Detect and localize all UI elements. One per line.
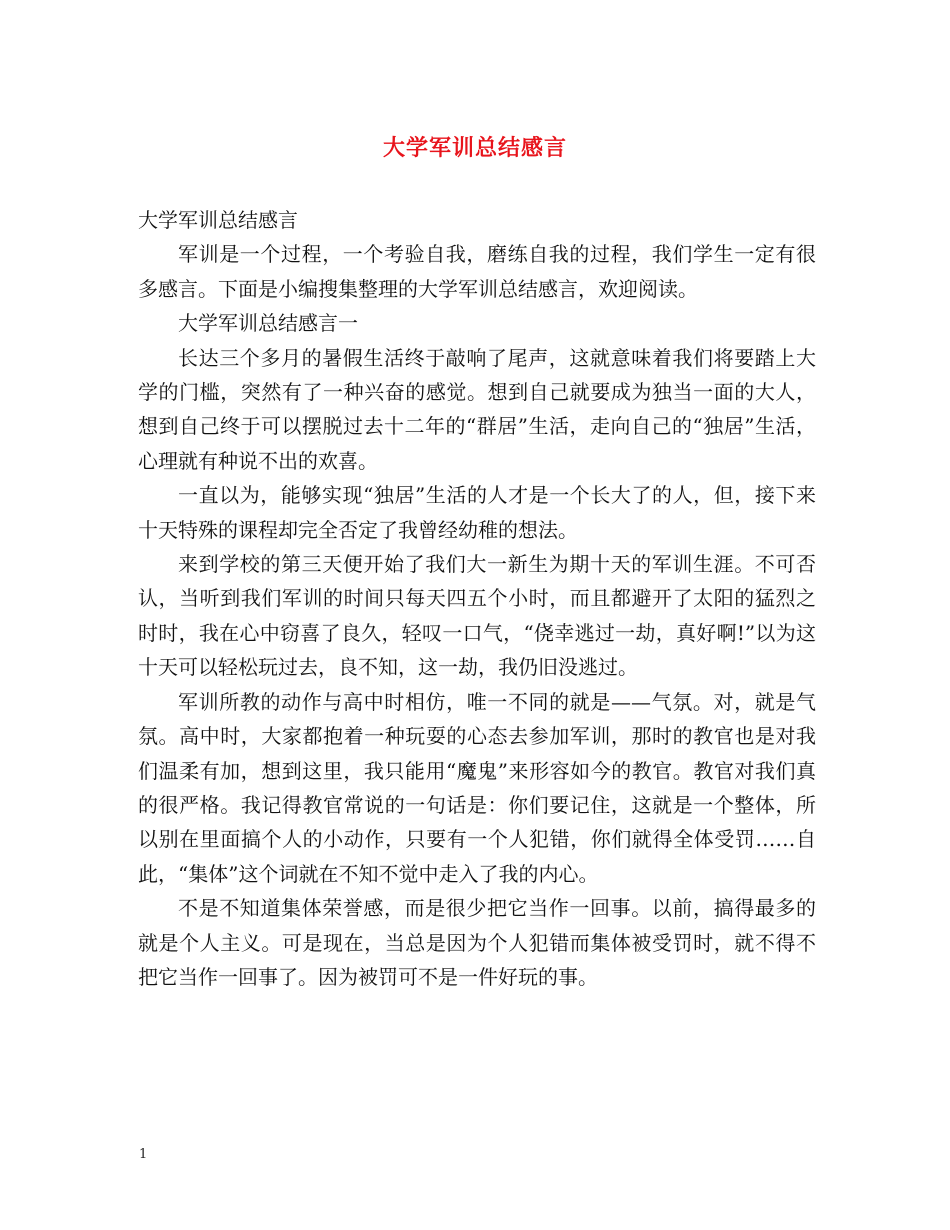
body-paragraph: 长达三个多月的暑假生活终于敲响了尾声，这就意味着我们将要踏上大学的门槛，突然有了一种兴奋的感觉。想到自己就要成为独当一面的大人，想到自己终于可以摆脱过去十二年的“群居”生活，走向自己的“独居”生活，心理就有种说不出的欢喜。 [138,345,816,473]
body-paragraph: 不是不知道集体荣誉感，而是很少把它当作一回事。以前，搞得最多的就是个人主义。可是现在，当总是因为个人犯错而集体被受罚时，就不得不把它当作一回事了。因为被罚可不是一件好玩的事。 [138,896,816,989]
page-number: 1 [139,1147,148,1162]
body-paragraph: 来到学校的第三天便开始了我们大一新生为期十天的军训生涯。不可否认，当听到我们军训的时间只每天四五个小时，而且都避开了太阳的猛烈之时时，我在心中窃喜了良久，轻叹一口气，“侥幸逃过一劫，真好啊!”以为这十天可以轻松玩过去，良不知，这一劫，我仍旧没逃过。 [138,552,816,680]
body-paragraph: 一直以为，能够实现“独居”生活的人才是一个长大了的人，但，接下来十天特殊的课程却完全否定了我曾经幼稚的想法。 [138,483,816,542]
subsection-heading: 大学军训总结感言一 [178,311,358,336]
intro-paragraph: 军训是一个过程，一个考验自我，磨练自我的过程，我们学生一定有很多感言。下面是小编搜集整理的大学军训总结感言，欢迎阅读。 [138,242,816,301]
section-heading: 大学军训总结感言 [138,208,298,232]
body-paragraph: 军训所教的动作与高中时相仿，唯一不同的就是——气氛。对，就是气氛。高中时，大家都抱着一种玩耍的心态去参加军训，那时的教官也是对我们温柔有加，想到这里，我只能用“魔鬼”来形容如今的教官。教官对我们真的很严格。我记得教官常说的一句话是：你们要记住，这就是一个整体，所以别在里面搞个人的小动作，只要有一个人犯错，你们就得全体受罚……自此，“集体”这个词就在不知不觉中走入了我的内心。 [138,689,816,886]
document-title: 大学军训总结感言 [382,135,567,161]
document-body [138,203,816,994]
